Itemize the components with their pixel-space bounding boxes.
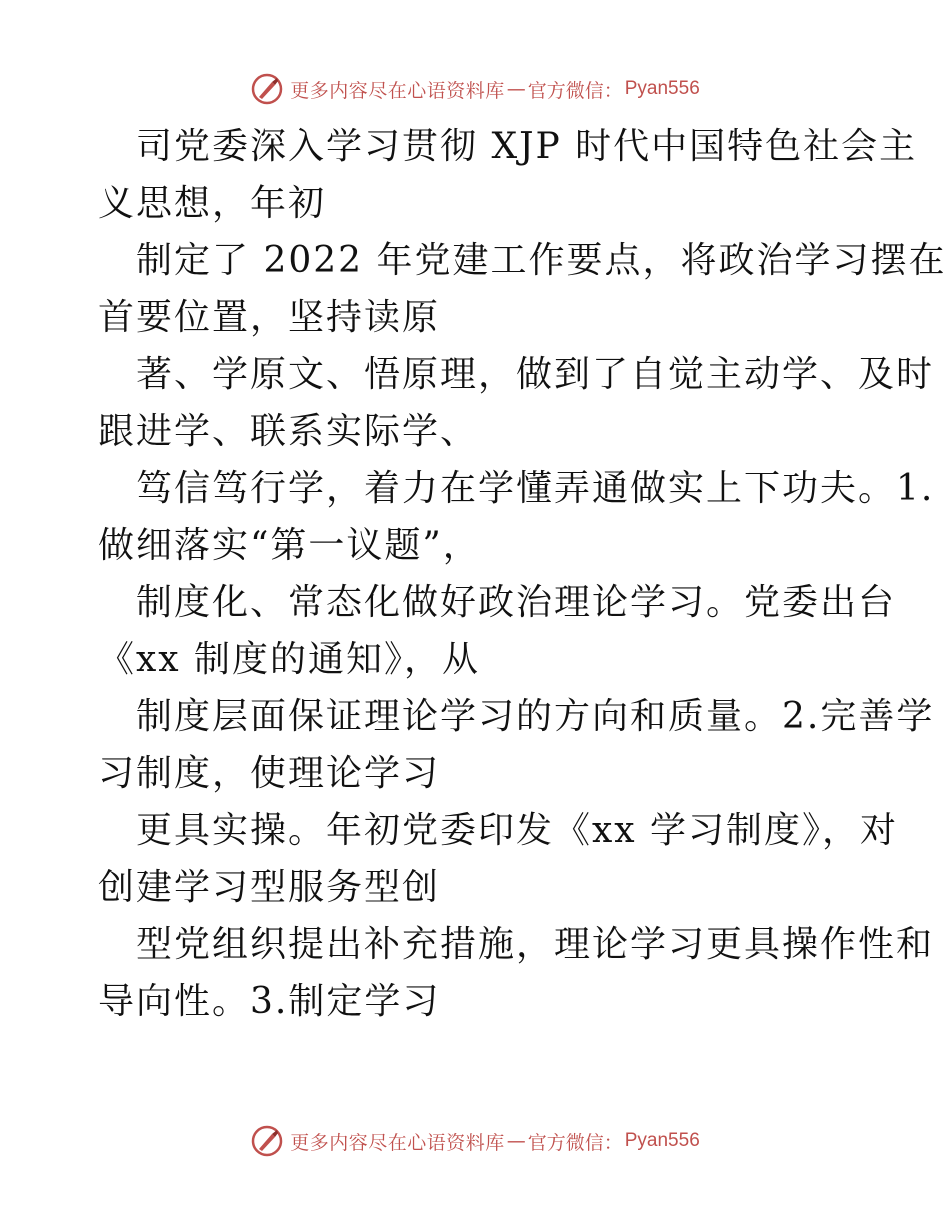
quill-pen-logo-icon	[250, 72, 284, 106]
header-watermark	[0, 72, 950, 106]
quill-pen-logo-icon	[250, 1124, 284, 1158]
body-line: 制度层面保证理论学习的方向和质量。2.完善学	[136, 696, 935, 737]
watermark-contact-label: 官方微信：	[527, 79, 623, 102]
body-line: 跟进学、联系实际学、	[98, 411, 479, 452]
body-line: 笃信笃行学，着力在学懂弄通做实上下功夫。1.	[136, 468, 935, 509]
body-line: 做细落实“第一议题”，	[98, 525, 481, 566]
body-line: 制度化、常态化做好政治理论学习。党委出台	[136, 582, 897, 623]
footer-watermark	[0, 1124, 950, 1158]
body-line: 首要位置，坚持读原	[98, 297, 441, 338]
document-body	[98, 118, 947, 1030]
watermark-text: 更多内容尽在心语资料库	[290, 1131, 505, 1154]
body-line: 习制度，使理论学习	[98, 753, 441, 794]
body-line: 义思想，年初	[98, 183, 327, 224]
body-line: 司党委深入学习贯彻 XJP 时代中国特色社会主	[136, 126, 918, 167]
body-line: 型党组织提出补充措施，理论学习更具操作性和	[136, 924, 935, 965]
body-line: 创建学习型服务型创	[98, 867, 441, 908]
watermark-separator: —	[506, 1130, 526, 1152]
body-line: 《xx 制度的通知》，从	[98, 639, 481, 680]
watermark-text: 更多内容尽在心语资料库	[290, 79, 505, 102]
body-line: 著、学原文、悟原理，做到了自觉主动学、及时	[136, 354, 935, 395]
watermark-separator: —	[506, 78, 526, 100]
body-line: 制定了 2022 年党建工作要点，将政治学习摆在	[136, 240, 947, 281]
body-line: 导向性。3.制定学习	[98, 981, 441, 1022]
watermark-wechat-id: Pyan556	[624, 78, 700, 99]
watermark-contact-label: 官方微信：	[527, 1131, 623, 1154]
watermark-wechat-id: Pyan556	[624, 1130, 700, 1151]
body-line: 更具实操。年初党委印发《xx 学习制度》，对	[136, 810, 899, 851]
